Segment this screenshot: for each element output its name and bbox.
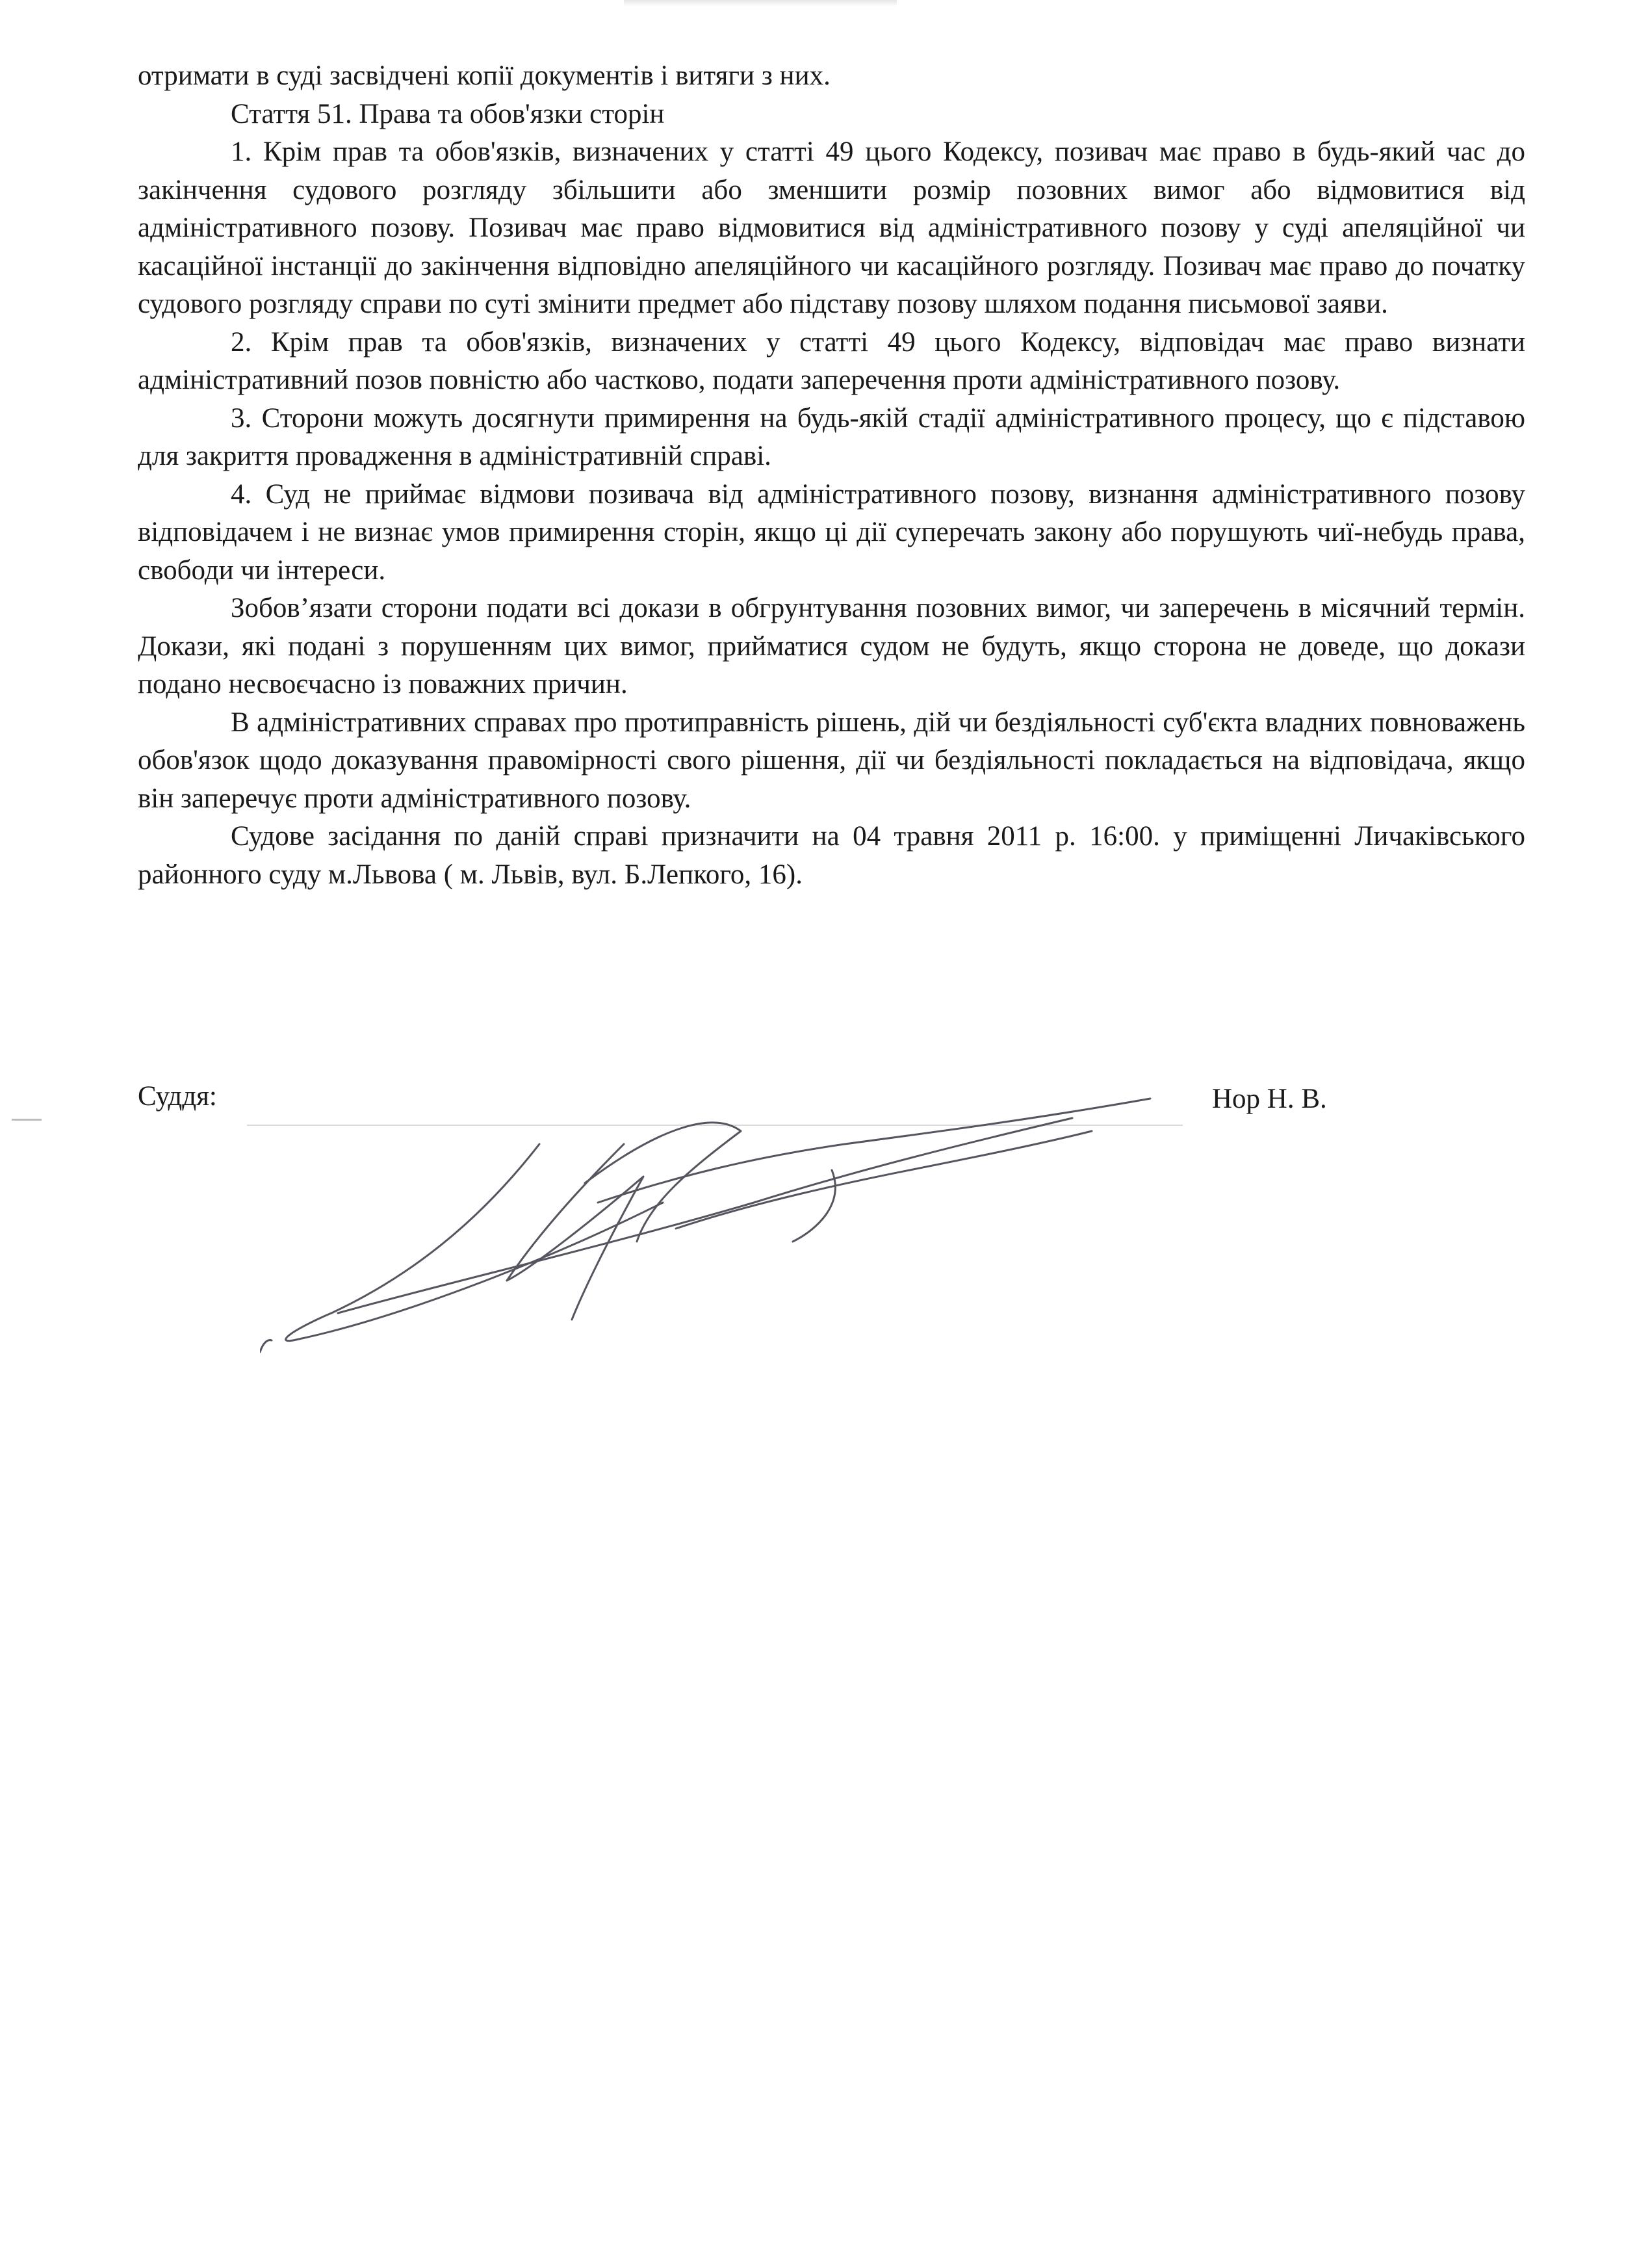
paragraph-hearing-date: Судове засідання по даній справі призначити на 04 травня 2011 р. 16:00. у приміщенні Личаківського районного суду м.Львова ( м. Львів, вул. Б.Лепкого, 16). bbox=[138, 821, 1525, 890]
judge-label: Суддя: bbox=[138, 1081, 217, 1112]
paragraph-continuation: отримати в суді засвідчені копії документів і витяги з них. bbox=[138, 60, 831, 91]
document-body bbox=[138, 57, 1525, 894]
scan-artifact bbox=[624, 0, 897, 7]
paragraph-item-2: 2. Крім прав та обов'язків, визначених у статті 49 цього Кодексу, відповідач має право визнати адміністративний позов повністю або частково, подати заперечення проти адміністративного позову. bbox=[138, 326, 1525, 395]
paragraph-item-1: 1. Крім прав та обов'язків, визначених у статті 49 цього Кодексу, позивач має право в будь-який час до закінчення судового розгляду збільшити або зменшити розмір позовних вимог або відмовитися від адміністративного позову. Позивач має право відмовитися від адміністративного позову у суді апеляційної чи касаційної інстанції до закінчення відповідно апеляційного чи касаційного розгляду. Позивач має право до початку судового розгляду справи по суті змінити предмет або підставу позову шляхом подання письмової заяви. bbox=[138, 137, 1525, 319]
judge-name: Нор Н. В. bbox=[1212, 1084, 1327, 1114]
paragraph-item-4: 4. Суд не приймає відмови позивача від адміністративного позову, визнання адміністративного позову відповідачем і не визнає умов примирення сторін, якщо ці дії суперечать закону або порушують чиї-небудь права, свободи чи інтереси. bbox=[138, 478, 1525, 586]
paragraph-burden-of-proof: В адміністративних справах про протиправність рішень, дій чи бездіяльності суб'єкта владних повноважень обов'язок щодо доказування правомірності свого рішення, дії чи бездіяльності покладається на відповідача, якщо він заперечує проти адміністративного позову. bbox=[138, 707, 1525, 814]
handwritten-signature bbox=[260, 1073, 1170, 1372]
paragraph-evidence-order: Зобов’язати сторони подати всі докази в обгрунтування позовних вимог, чи заперечень в місячний термін. Докази, які подані з порушенням цих вимог, прийматися судом не будуть, якщо сторона не доведе, що докази подано несвоєчасно із поважних причин. bbox=[138, 593, 1525, 699]
paragraph-item-3: 3. Сторони можуть досягнути примирення на будь-якій стадії адміністративного процесу, що є підставою для закриття провадження в адміністративній справі. bbox=[138, 402, 1525, 471]
scan-artifact-mark bbox=[12, 1119, 42, 1121]
article-heading: Стаття 51. Права та обов'язки сторін bbox=[231, 98, 665, 129]
